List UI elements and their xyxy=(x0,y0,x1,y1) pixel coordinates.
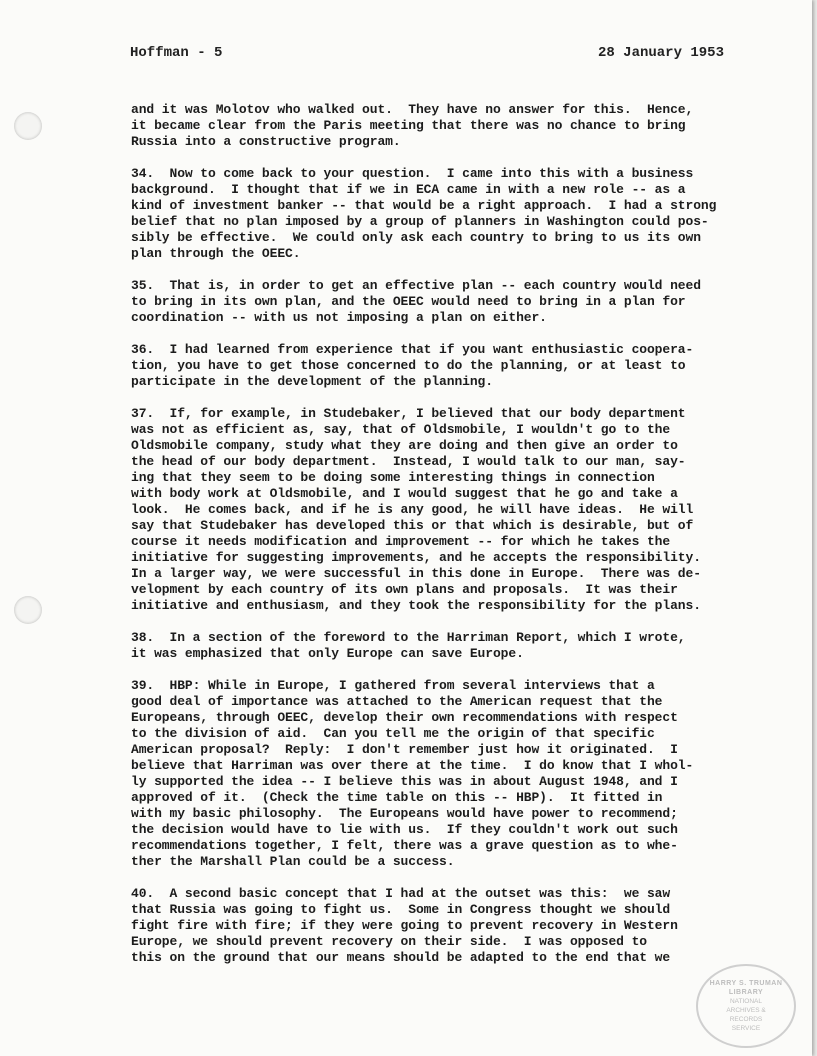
text-line: ther the Marshall Plan could be a success. xyxy=(131,854,455,869)
paragraph xyxy=(131,630,721,662)
punch-hole xyxy=(14,596,42,624)
text-line: with my basic philosophy. The Europeans would have power to recommend; xyxy=(131,806,678,821)
text-line: the decision would have to lie with us. If they couldn't work out such xyxy=(131,822,678,837)
text-line: background. I thought that if we in ECA came in with a new role -- as a xyxy=(131,182,686,197)
archive-stamp-line: SERVICE xyxy=(731,1025,761,1032)
paragraph xyxy=(131,886,721,966)
text-line: ing that they seem to be doing some interesting things in connection xyxy=(131,470,655,485)
page-header-date: 28 January 1953 xyxy=(597,45,724,61)
text-line: 39. HBP: While in Europe, I gathered from several interviews that a xyxy=(131,678,655,693)
text-line: tion, you have to get those concerned to do the planning, or at least to xyxy=(131,358,686,373)
text-line: sibly be effective. We could only ask each country to bring to us its own xyxy=(131,230,701,245)
text-line: 40. A second basic concept that I had at the outset was this: we saw xyxy=(131,886,671,901)
text-line: 34. Now to come back to your question. I came into this with a business xyxy=(131,166,694,181)
paragraph xyxy=(131,278,721,326)
text-line: ly supported the idea -- I believe this was in about August 1948, and I xyxy=(131,774,678,789)
text-line: 35. That is, in order to get an effective plan -- each country would need xyxy=(131,278,701,293)
archive-stamp-ring: HARRY S. TRUMAN LIBRARY xyxy=(709,980,783,996)
text-line: with body work at Oldsmobile, and I would suggest that he go and take a xyxy=(131,486,678,501)
paragraph xyxy=(131,102,721,150)
paragraph xyxy=(131,342,721,390)
text-line: it became clear from the Paris meeting that there was no chance to bring xyxy=(131,118,686,133)
paragraph xyxy=(131,678,721,870)
text-line: it was emphasized that only Europe can save Europe. xyxy=(131,646,524,661)
text-line: approved of it. (Check the time table on this -- HBP). It fitted in xyxy=(131,790,663,805)
text-line: that Russia was going to fight us. Some in Congress thought we should xyxy=(131,902,671,917)
text-line: Europeans, through OEEC, develop their own recommendations with respect xyxy=(131,710,678,725)
text-line: initiative for suggesting improvements, and he accepts the responsibility. xyxy=(131,550,701,565)
page-header-name: Hoffman - 5 xyxy=(130,45,223,61)
text-line: In a larger way, we were successful in this done in Europe. There was de- xyxy=(131,566,701,581)
text-line: kind of investment banker -- that would be a right approach. I had a strong xyxy=(131,198,717,213)
text-line: believe that Harriman was over there at the time. I do know that I whol- xyxy=(131,758,694,773)
text-line: belief that no plan imposed by a group of planners in Washington could pos- xyxy=(131,214,709,229)
text-line: was not as efficient as, say, that of Oldsmobile, I wouldn't go to the xyxy=(131,422,671,437)
punch-hole xyxy=(14,112,42,140)
text-line: say that Studebaker has developed this or that which is desirable, but of xyxy=(131,518,694,533)
text-line: good deal of importance was attached to the American request that the xyxy=(131,694,663,709)
text-line: look. He comes back, and if he is any good, he will have ideas. He will xyxy=(131,502,694,517)
text-line: Europe, we should prevent recovery on their side. I was opposed to xyxy=(131,934,647,949)
document-body xyxy=(131,102,721,982)
text-line: initiative and enthusiasm, and they took the responsibility for the plans. xyxy=(131,598,701,613)
text-line: coordination -- with us not imposing a plan on either. xyxy=(131,310,547,325)
archive-stamp-line: ARCHIVES & xyxy=(726,1007,766,1014)
text-line: the head of our body department. Instead, I would talk to our man, say- xyxy=(131,454,686,469)
paragraph xyxy=(131,406,721,614)
text-line: 36. I had learned from experience that if you want enthusiastic coopera- xyxy=(131,342,694,357)
text-line: course it needs modification and improvement -- for which he takes the xyxy=(131,534,671,549)
archive-stamp xyxy=(696,964,796,1048)
text-line: participate in the development of the planning. xyxy=(131,374,493,389)
text-line: velopment by each country of its own plans and proposals. It was their xyxy=(131,582,678,597)
text-line: to bring in its own plan, and the OEEC would need to bring in a plan for xyxy=(131,294,686,309)
text-line: Russia into a constructive program. xyxy=(131,134,401,149)
text-line: Oldsmobile company, study what they are doing and then give an order to xyxy=(131,438,678,453)
text-line: American proposal? Reply: I don't remember just how it originated. I xyxy=(131,742,678,757)
text-line: 37. If, for example, in Studebaker, I believed that our body department xyxy=(131,406,686,421)
archive-stamp-line: RECORDS xyxy=(729,1016,763,1023)
archive-stamp-line: NATIONAL xyxy=(729,998,763,1005)
text-line: plan through the OEEC. xyxy=(131,246,301,261)
text-line: fight fire with fire; if they were going to prevent recovery in Western xyxy=(131,918,678,933)
text-line: 38. In a section of the foreword to the Harriman Report, which I wrote, xyxy=(131,630,686,645)
paragraph xyxy=(131,166,721,262)
text-line: this on the ground that our means should be adapted to the end that we xyxy=(131,950,671,965)
text-line: to the division of aid. Can you tell me the origin of that specific xyxy=(131,726,655,741)
text-line: recommendations together, I felt, there was a grave question as to whe- xyxy=(131,838,678,853)
text-line: and it was Molotov who walked out. They have no answer for this. Hence, xyxy=(131,102,694,117)
